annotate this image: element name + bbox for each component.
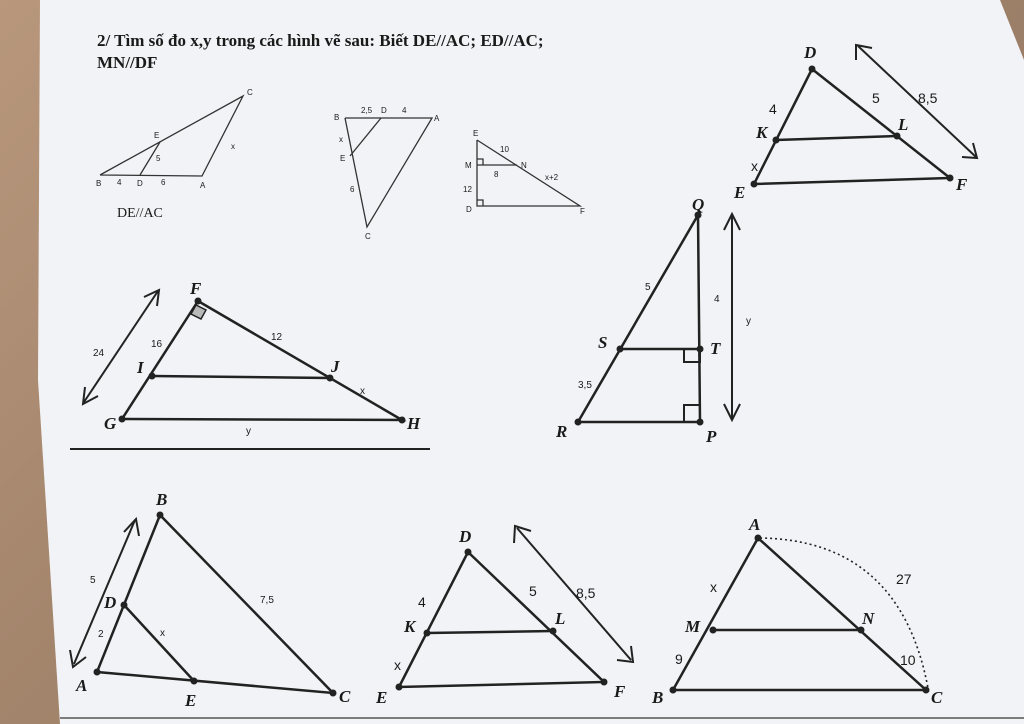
fig8-label-F: F [614, 682, 626, 701]
fig6-seg-y: y [246, 426, 251, 437]
fig7-seg-BC: 7,5 [260, 595, 274, 606]
fig3-label-E: E [473, 129, 479, 138]
fig6-seg-FI: 16 [151, 339, 163, 350]
fig2-label-A: A [434, 114, 440, 123]
fig5-label-S: S [598, 333, 608, 352]
fig1-label-E: E [154, 131, 160, 140]
fig1-caption: DE//AC [117, 206, 163, 221]
fig8-label-E: E [376, 688, 388, 707]
fig9-label-B: B [652, 688, 664, 707]
fig5-seg-y: y [746, 316, 751, 327]
title-line-2: MN//DF [97, 53, 158, 72]
fig2-label-E: E [340, 154, 346, 163]
fig6-seg-FJ: 12 [271, 332, 283, 343]
fig9-seg-NC: 10 [900, 652, 916, 668]
fig7-seg-5: 5 [90, 575, 96, 586]
fig8-label-L: L [555, 609, 566, 628]
fig2-label-C: C [365, 232, 371, 241]
fig2-seg-x: x [339, 135, 343, 144]
fig4-seg-DK: 4 [769, 101, 777, 117]
fig9-seg-27: 27 [896, 571, 912, 587]
fig7-seg-x: x [160, 628, 165, 639]
fig5-label-T: T [710, 339, 721, 358]
fig9-label-N: N [862, 609, 875, 628]
fig7-label-A: A [76, 676, 88, 695]
fig7-label-E: E [185, 691, 197, 710]
fig3-label-M: M [465, 161, 472, 170]
fig3-label-N: N [521, 161, 527, 170]
fig7-label-B: B [156, 490, 168, 509]
fig3-seg-MN: 8 [494, 170, 499, 179]
fig9-seg-x: x [710, 579, 717, 595]
fig8-seg-DK: 4 [418, 594, 426, 610]
fig4-label-F: F [956, 175, 968, 194]
fig9-label-C: C [931, 688, 943, 707]
exercise-title [97, 30, 697, 74]
fig1-seg-x: x [231, 142, 235, 151]
fig7-seg-DA: 2 [98, 629, 104, 640]
fig4-label-L: L [898, 115, 909, 134]
fig6-label-F: F [190, 279, 202, 298]
fig1-label-A: A [200, 181, 206, 190]
fig1-seg-DE: 5 [156, 154, 161, 163]
fig4-seg-length: 8,5 [918, 90, 938, 106]
fig4-label-E: E [734, 183, 746, 202]
fig5-seg-SR: 3,5 [578, 380, 592, 391]
fig2-seg-BD: 2,5 [361, 106, 373, 115]
fig6-label-J: J [331, 357, 340, 376]
fig1-seg-BD: 4 [117, 178, 122, 187]
fig2-seg-EC: 6 [350, 185, 355, 194]
fig1-seg-DA: 6 [161, 178, 166, 187]
fig6-label-I: I [137, 358, 144, 377]
fig2-seg-DA: 4 [402, 106, 407, 115]
fig4-seg-x: x [751, 158, 758, 174]
fig2-label-D: D [381, 106, 387, 115]
fig3-label-F: F [580, 207, 585, 216]
fig4-seg-DL: 5 [872, 90, 880, 106]
fig4-label-K: K [756, 123, 768, 142]
fig1-label-B: B [96, 179, 102, 188]
fig8-seg-x: x [394, 657, 401, 673]
fig4-label-D: D [804, 43, 817, 62]
fig9-seg-MB: 9 [675, 651, 683, 667]
fig8-seg-length: 8,5 [576, 585, 596, 601]
fig5-label-R: R [556, 422, 568, 441]
fig6-seg-24: 24 [93, 348, 105, 359]
fig6-label-H: H [407, 414, 421, 433]
fig5-label-Q: Q [692, 195, 705, 214]
fig9-label-M: M [685, 617, 701, 636]
fig6-label-G: G [104, 414, 117, 433]
title-line-1: 2/ Tìm số đo x,y trong các hình vẽ sau: Biết DE//AC; ED//AC; [97, 31, 544, 50]
fig1-label-D: D [137, 179, 143, 188]
fig1-label-C: C [247, 88, 253, 97]
fig5-label-P: P [706, 427, 717, 446]
fig3-seg-NF: x+2 [545, 173, 559, 182]
fig2-label-B: B [334, 113, 340, 122]
fig7-label-D: D [104, 593, 117, 612]
fig8-seg-DL: 5 [529, 583, 537, 599]
fig8-label-K: K [404, 617, 416, 636]
fig3-label-D: D [466, 205, 472, 214]
fig9-label-A: A [749, 515, 761, 534]
fig7-label-C: C [339, 687, 351, 706]
fig8-label-D: D [459, 527, 472, 546]
fig3-seg-MD: 12 [463, 185, 472, 194]
fig3-seg-EN: 10 [500, 145, 509, 154]
fig5-seg-QS: 5 [645, 282, 651, 293]
fig5-seg-QT: 4 [714, 294, 720, 305]
fig6-seg-x: x [360, 386, 365, 397]
